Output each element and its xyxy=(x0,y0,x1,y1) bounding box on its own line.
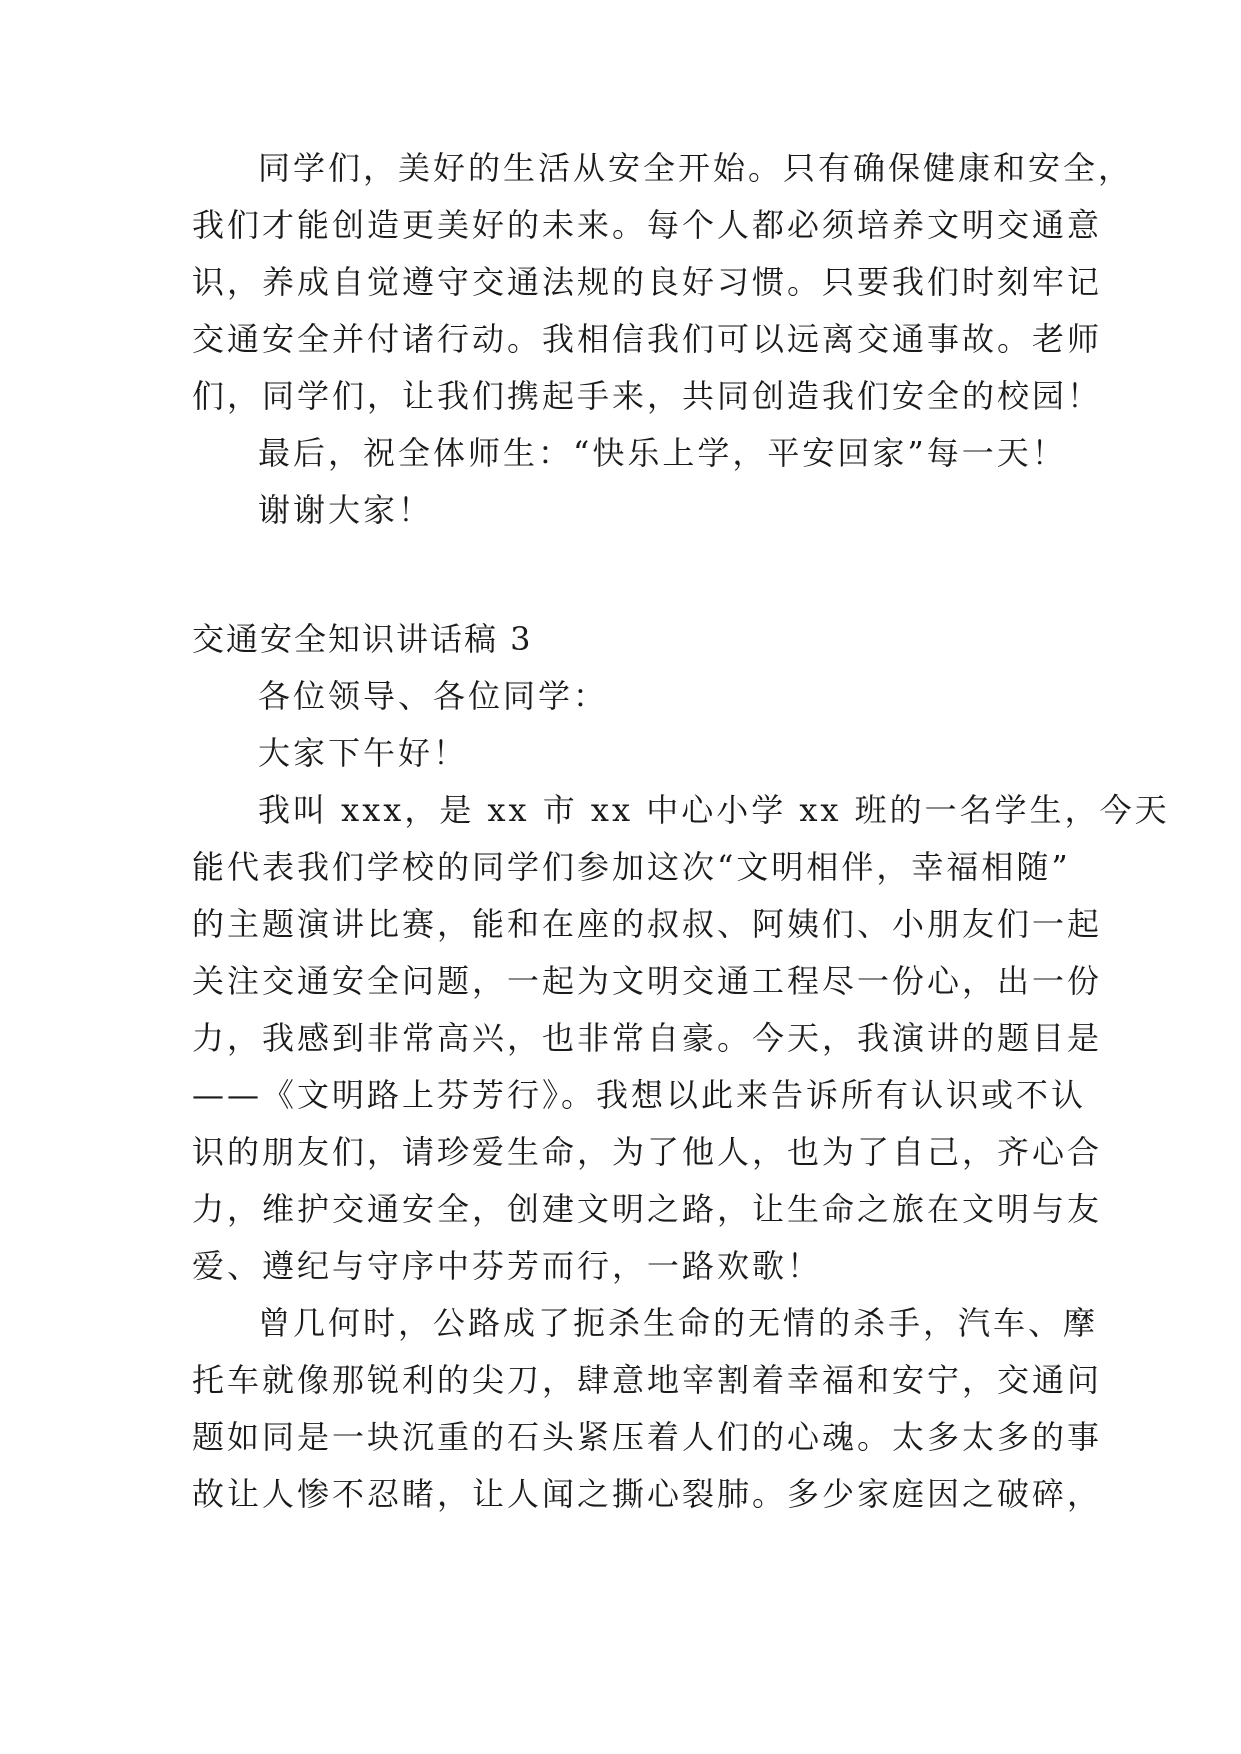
paragraph-line: 力，我感到非常高兴，也非常自豪。今天，我演讲的题目是 xyxy=(192,1019,1103,1057)
closing-wish-line: 最后，祝全体师生：“快乐上学，平安回家”每一天！ xyxy=(258,434,1067,472)
paragraph-line: 题如同是一块沉重的石头紧压着人们的心魂。太多太多的事 xyxy=(192,1418,1103,1456)
paragraph-line: 力，维护交通安全，创建文明之路，让生命之旅在文明与友 xyxy=(192,1190,1103,1228)
paragraph-line: 交通安全并付诸行动。我相信我们可以远离交通事故。老师 xyxy=(192,320,1103,358)
paragraph-line: 托车就像那锐利的尖刀，肆意地宰割着幸福和安宁，交通问 xyxy=(192,1361,1103,1399)
paragraph-line: 的主题演讲比赛，能和在座的叔叔、阿姨们、小朋友们一起 xyxy=(192,905,1103,943)
paragraph-line: 能代表我们学校的同学们参加这次“文明相伴，幸福相随” xyxy=(192,848,1071,886)
thanks-line: 谢谢大家！ xyxy=(258,491,434,529)
paragraph-line: ——《文明路上芬芳行》。我想以此来告诉所有认识或不认 xyxy=(192,1076,1087,1114)
paragraph-line: 故让人惨不忍睹，让人闻之撕心裂肺。多少家庭因之破碎， xyxy=(192,1475,1103,1513)
body-paragraph xyxy=(192,1295,1103,1523)
intro-paragraph xyxy=(192,782,1170,1295)
paragraph-line: 我们才能创造更美好的未来。每个人都必须培养文明交通意 xyxy=(192,206,1103,244)
top-paragraph xyxy=(192,140,1134,425)
paragraph-line: 曾几何时，公路成了扼杀生命的无情的杀手，汽车、摩 xyxy=(258,1304,1099,1342)
paragraph-line: 同学们，美好的生活从安全开始。只有确保健康和安全， xyxy=(258,149,1134,187)
salutation xyxy=(192,668,1052,725)
section-title-text: 交通安全知识讲话稿 3 xyxy=(192,620,533,658)
paragraph-line: 识，养成自觉遵守交通法规的良好习惯。只要我们时刻牢记 xyxy=(192,263,1103,301)
paragraph-line: 们，同学们，让我们携起手来，共同创造我们安全的校园！ xyxy=(192,377,1103,415)
paragraph-line: 关注交通安全问题，一起为文明交通工程尽一份心，出一份 xyxy=(192,962,1103,1000)
greeting-line: 大家下午好！ xyxy=(258,734,469,772)
paragraph-line: 识的朋友们，请珍爱生命，为了他人，也为了自己，齐心合 xyxy=(192,1133,1103,1171)
closing-wish xyxy=(192,425,1067,482)
section-title xyxy=(192,611,1052,668)
greeting xyxy=(192,725,1052,782)
paragraph-line: 我叫 xxx，是 xx 市 xx 中心小学 xx 班的一名学生，今天 xyxy=(258,791,1170,829)
salutation-line: 各位领导、各位同学： xyxy=(258,677,609,715)
paragraph-line: 爱、遵纪与守序中芬芳而行，一路欢歌！ xyxy=(192,1247,823,1285)
thanks xyxy=(192,482,1052,539)
